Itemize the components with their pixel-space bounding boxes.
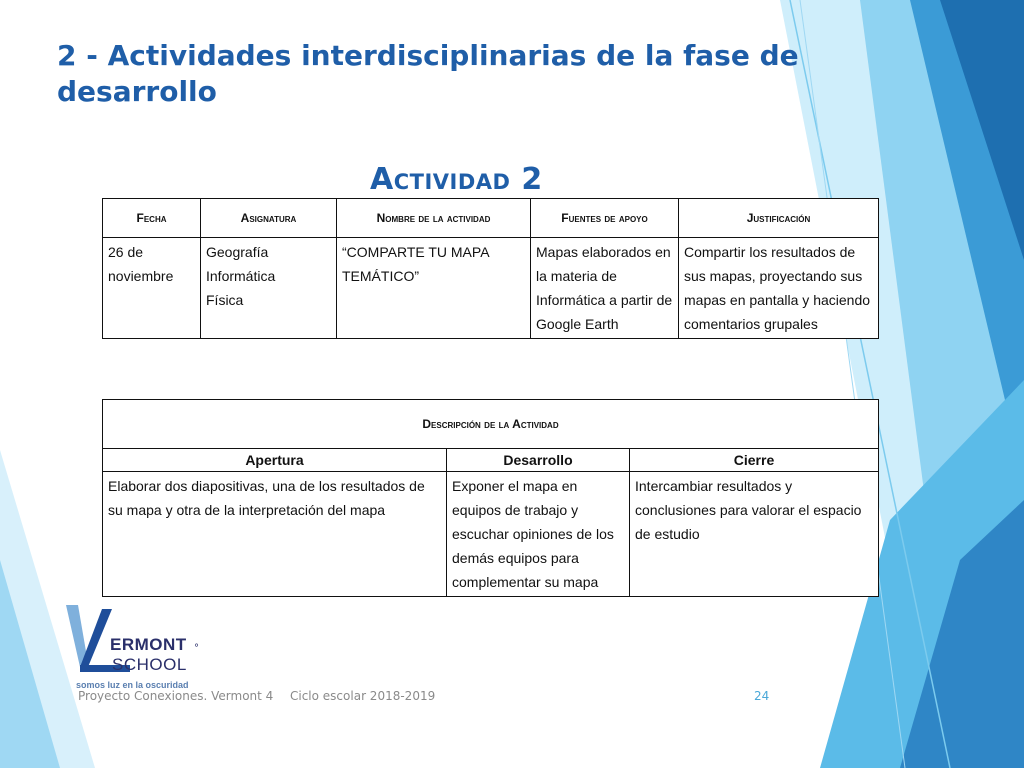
description-header: Descripción de la Actividad <box>103 400 879 449</box>
column-header-desarrollo: Desarrollo <box>447 449 630 472</box>
section-subtitle: Actividad 2 <box>370 162 543 197</box>
subject-informatica: Informática <box>206 268 276 284</box>
cell-nombre: “COMPARTE TU MAPA TEMÁTICO” <box>337 238 531 339</box>
cell-apertura: Elaborar dos diapositivas, una de los resultados de su mapa y otra de la interpretación del mapa <box>103 472 447 597</box>
logo-wordmark-school: SCHOOL <box>112 655 187 674</box>
column-header-apertura: Apertura <box>103 449 447 472</box>
footer-project: Proyecto Conexiones. Vermont 4 <box>78 689 274 703</box>
page-number: 24 <box>754 689 770 703</box>
activity-description-table <box>102 399 879 597</box>
svg-text:°: ° <box>194 643 199 654</box>
cell-justificacion: Compartir los resultados de sus mapas, proyectando sus mapas en pantalla y haciendo comentarios grupales <box>679 238 879 339</box>
subject-fisica: Física <box>206 292 244 308</box>
cell-fuentes: Mapas elaborados en la materia de Informática a partir de Google Earth <box>531 238 679 339</box>
page-title: 2 - Actividades interdisciplinarias de la fase de desarrollo <box>57 39 799 108</box>
cell-fecha: 26 de noviembre <box>103 238 201 339</box>
cell-desarrollo: Exponer el mapa en equipos de trabajo y escuchar opiniones de los demás equipos para complementar su mapa <box>447 472 630 597</box>
logo-wordmark-vermont: ERMONT <box>110 635 187 654</box>
column-header-cierre: Cierre <box>630 449 879 472</box>
column-header-asignatura: Asignatura <box>201 199 337 238</box>
column-header-fecha: Fecha <box>103 199 201 238</box>
activity-info-table <box>102 198 879 339</box>
cell-asignatura <box>201 238 337 339</box>
cell-cierre: Intercambiar resultados y conclusiones para valorar el espacio de estudio <box>630 472 879 597</box>
footer-cycle: Ciclo escolar 2018-2019 <box>290 689 436 703</box>
table-subheader-row <box>103 449 879 472</box>
table-row <box>103 238 879 339</box>
table-header-row <box>103 199 879 238</box>
column-header-justificacion: Justificación <box>679 199 879 238</box>
column-header-fuentes: Fuentes de apoyo <box>531 199 679 238</box>
column-header-nombre: Nombre de la actividad <box>337 199 531 238</box>
table-row <box>103 472 879 597</box>
subject-geografia: Geografía <box>206 244 269 260</box>
logo-tagline: somos luz en la oscuridad <box>76 680 189 690</box>
table-header-row <box>103 400 879 449</box>
